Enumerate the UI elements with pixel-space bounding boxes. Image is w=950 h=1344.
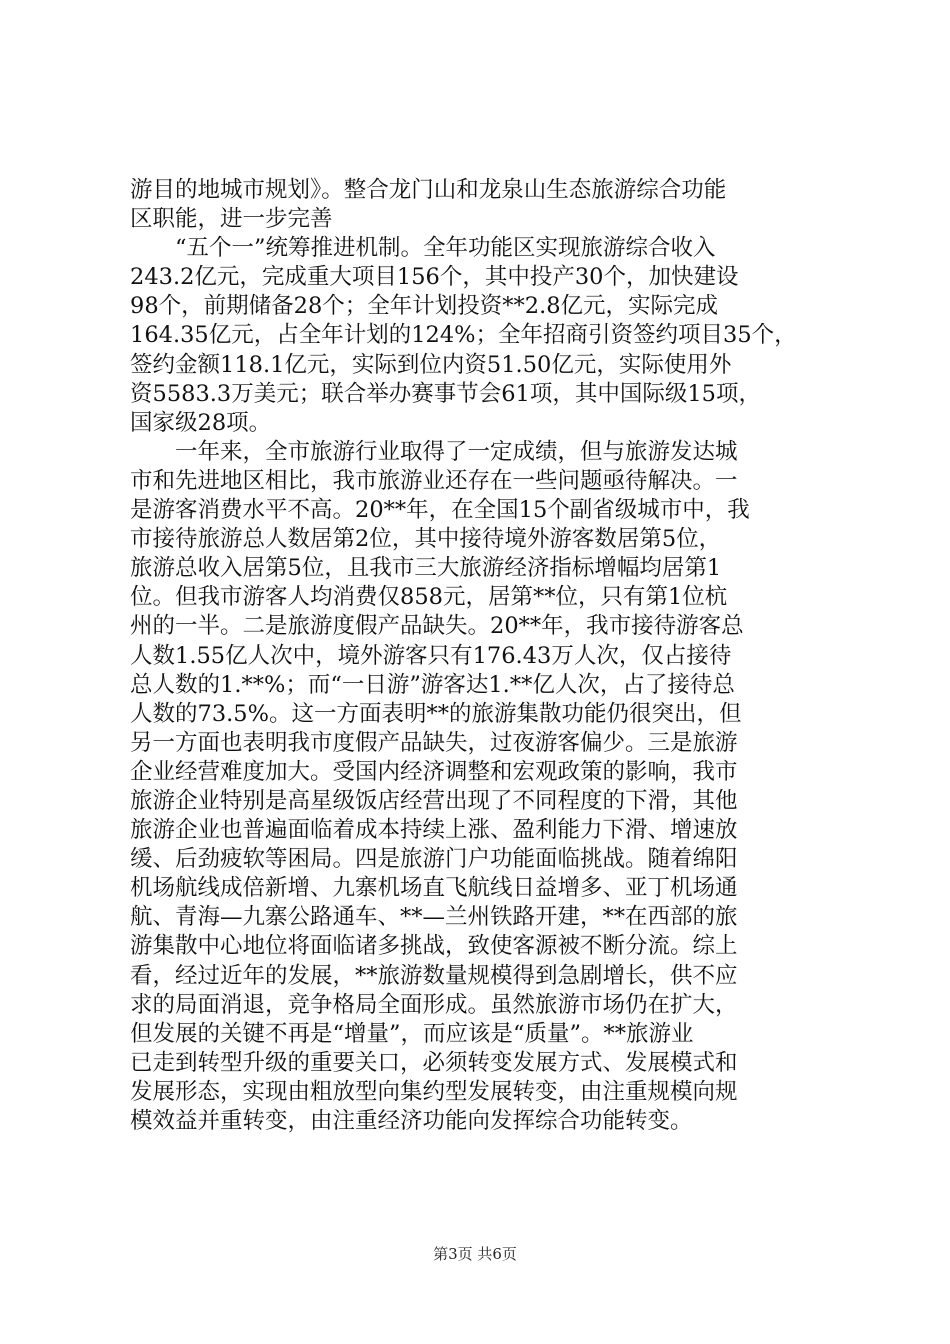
page-number-label: 第3页 共6页	[433, 1245, 517, 1263]
text-line: 航、青海—九寨公路通车、**—兰州铁路开建，**在西部的旅	[130, 904, 738, 931]
text-line: 总人数的1.**%；而“一日游”游客达1.**亿人次，占了接待总	[130, 671, 735, 698]
text-line: 机场航线成倍新增、九寨机场直飞航线日益增多、亚丁机场通	[130, 875, 738, 902]
text-line: 98个，前期储备28个；全年计划投资**2.8亿元，实际完成	[130, 293, 719, 320]
text-line: 旅游企业也普遍面临着成本持续上涨、盈利能力下滑、增速放	[130, 817, 738, 844]
text-line: 市和先进地区相比，我市旅游业还存在一些问题亟待解决。一	[130, 467, 738, 494]
text-line: 看，经过近年的发展，**旅游数量规模得到急剧增长，供不应	[130, 962, 738, 989]
text-line: 人数的73.5%。这一方面表明**的旅游集散功能仍很突出，但	[130, 700, 742, 727]
text-line: 签约金额118.1亿元，实际到位内资51.50亿元，实际使用外	[130, 351, 732, 378]
text-line: 市接待旅游总人数居第2位，其中接待境外游客数居第5位，	[130, 526, 722, 553]
text-line: 位。但我市游客人均消费仅858元，居第**位，只有第1位杭	[130, 584, 728, 611]
text-line: 国家级28项。	[130, 409, 272, 436]
text-line: 旅游总收入居第5位，且我市三大旅游经济指标增幅均居第1	[130, 555, 722, 582]
text-line: 求的局面消退，竞争格局全面形成。虽然旅游市场仍在扩大，	[130, 991, 738, 1018]
text-line: 发展形态，实现由粗放型向集约型发展转变，由注重规模向规	[130, 1078, 738, 1105]
text-line: 人数1.55亿人次中，境外游客只有176.43万人次，仅占接待	[130, 642, 732, 669]
text-line: 另一方面也表明我市度假产品缺失，过夜游客偏少。三是旅游	[130, 729, 738, 756]
paragraph	[130, 438, 830, 1136]
text-line: 缓、后劲疲软等困局。四是旅游门户功能面临挑战。随着绵阳	[130, 846, 738, 873]
paragraph	[130, 176, 830, 234]
document-body	[130, 176, 830, 1136]
text-line: 是游客消费水平不高。20**年，在全国15个副省级城市中，我	[130, 497, 750, 524]
text-line: 州的一半。二是旅游度假产品缺失。20**年，我市接待游客总	[130, 613, 744, 640]
text-line: 模效益并重转变，由注重经济功能向发挥综合功能转变。	[130, 1108, 693, 1134]
text-line: 旅游企业特别是高星级饭店经营出现了不同程度的下滑，其他	[130, 787, 738, 814]
text-line: 但发展的关键不再是“增量”，而应该是“质量”。**旅游业	[130, 1020, 694, 1047]
text-line: 区职能，进一步完善	[130, 206, 333, 233]
paragraph	[130, 234, 830, 438]
text-line: 164.35亿元，占全年计划的124%；全年招商引资签约项目35个，	[130, 322, 797, 349]
text-line: 游目的地城市规划》。整合龙门山和龙泉山生态旅游综合功能	[130, 177, 727, 203]
text-line: “五个一”统筹推进机制。全年功能区实现旅游综合收入	[175, 235, 716, 262]
text-line: 资5583.3万美元；联合举办赛事节会61项，其中国际级15项，	[130, 380, 761, 407]
text-line: 企业经营难度加大。受国内经济调整和宏观政策的影响，我市	[130, 758, 738, 785]
page-footer	[0, 1243, 950, 1264]
text-line: 一年来，全市旅游行业取得了一定成绩，但与旅游发达城	[175, 438, 738, 465]
text-line: 游集散中心地位将面临诸多挑战，致使客源被不断分流。综上	[130, 933, 738, 960]
text-line: 243.2亿元，完成重大项目156个，其中投产30个，加快建设	[130, 264, 739, 291]
text-line: 已走到转型升级的重要关口，必须转变发展方式、发展模式和	[130, 1049, 738, 1076]
